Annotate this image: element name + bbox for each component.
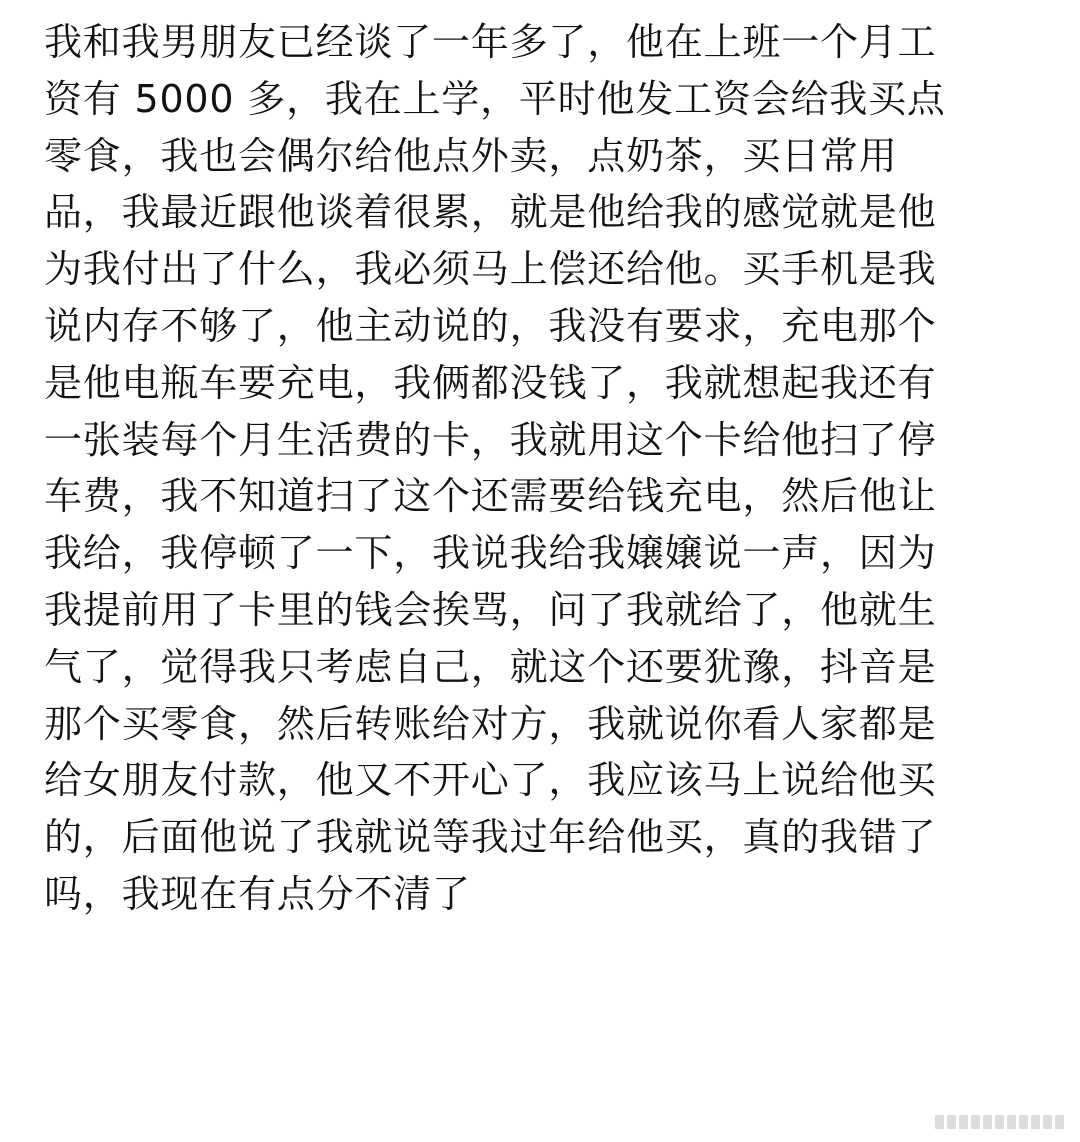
post-line: 为我付出了什么，我必须马上偿还给他。买手机是我 — [44, 247, 937, 292]
post-line: 零食，我也会偶尔给他点外卖，点奶茶，买日常用 — [44, 133, 898, 178]
watermark-glyph — [1019, 1115, 1028, 1129]
watermark-glyph — [959, 1115, 968, 1129]
post-line: 资有 5000 多，我在上学，平时他发工资会给我买点 — [44, 76, 946, 121]
post-line: 一张装每个月生活费的卡，我就用这个卡给他扫了停 — [44, 417, 937, 462]
post-line: 车费，我不知道扫了这个还需要给钱充电，然后他让 — [44, 474, 937, 519]
watermark-glyph — [1043, 1115, 1052, 1129]
watermark-glyph — [935, 1115, 944, 1129]
post-line: 我提前用了卡里的钱会挨骂，问了我就给了，他就生 — [44, 587, 937, 632]
post-line: 吗，我现在有点分不清了 — [44, 871, 471, 916]
post-line: 那个买零食，然后转账给对方，我就说你看人家都是 — [44, 701, 937, 746]
watermark-glyph — [1031, 1115, 1040, 1129]
watermark-glyph — [1055, 1115, 1064, 1129]
post-line: 品，我最近跟他谈着很累，就是他给我的感觉就是他 — [44, 190, 937, 235]
watermark-glyph — [1007, 1115, 1016, 1129]
post-body — [44, 14, 1044, 923]
watermark-glyph — [995, 1115, 1004, 1129]
watermark — [935, 1114, 1064, 1130]
post-line: 我给，我停顿了一下，我说我给我嬢嬢说一声，因为 — [44, 531, 937, 576]
watermark-glyph — [971, 1115, 980, 1129]
post-line: 说内存不够了，他主动说的，我没有要求，充电那个 — [44, 303, 937, 348]
post-line: 我和我男朋友已经谈了一年多了，他在上班一个月工 — [44, 20, 937, 64]
watermark-glyph — [983, 1115, 992, 1129]
post-line: 的，后面他说了我就说等我过年给他买，真的我错了 — [44, 815, 937, 860]
post-line: 给女朋友付款，他又不开心了，我应该马上说给他买 — [44, 758, 937, 803]
watermark-glyph — [947, 1115, 956, 1129]
post-line: 是他电瓶车要充电，我俩都没钱了，我就想起我还有 — [44, 360, 937, 405]
post-line: 气了，觉得我只考虑自己，就这个还要犹豫，抖音是 — [44, 644, 937, 689]
